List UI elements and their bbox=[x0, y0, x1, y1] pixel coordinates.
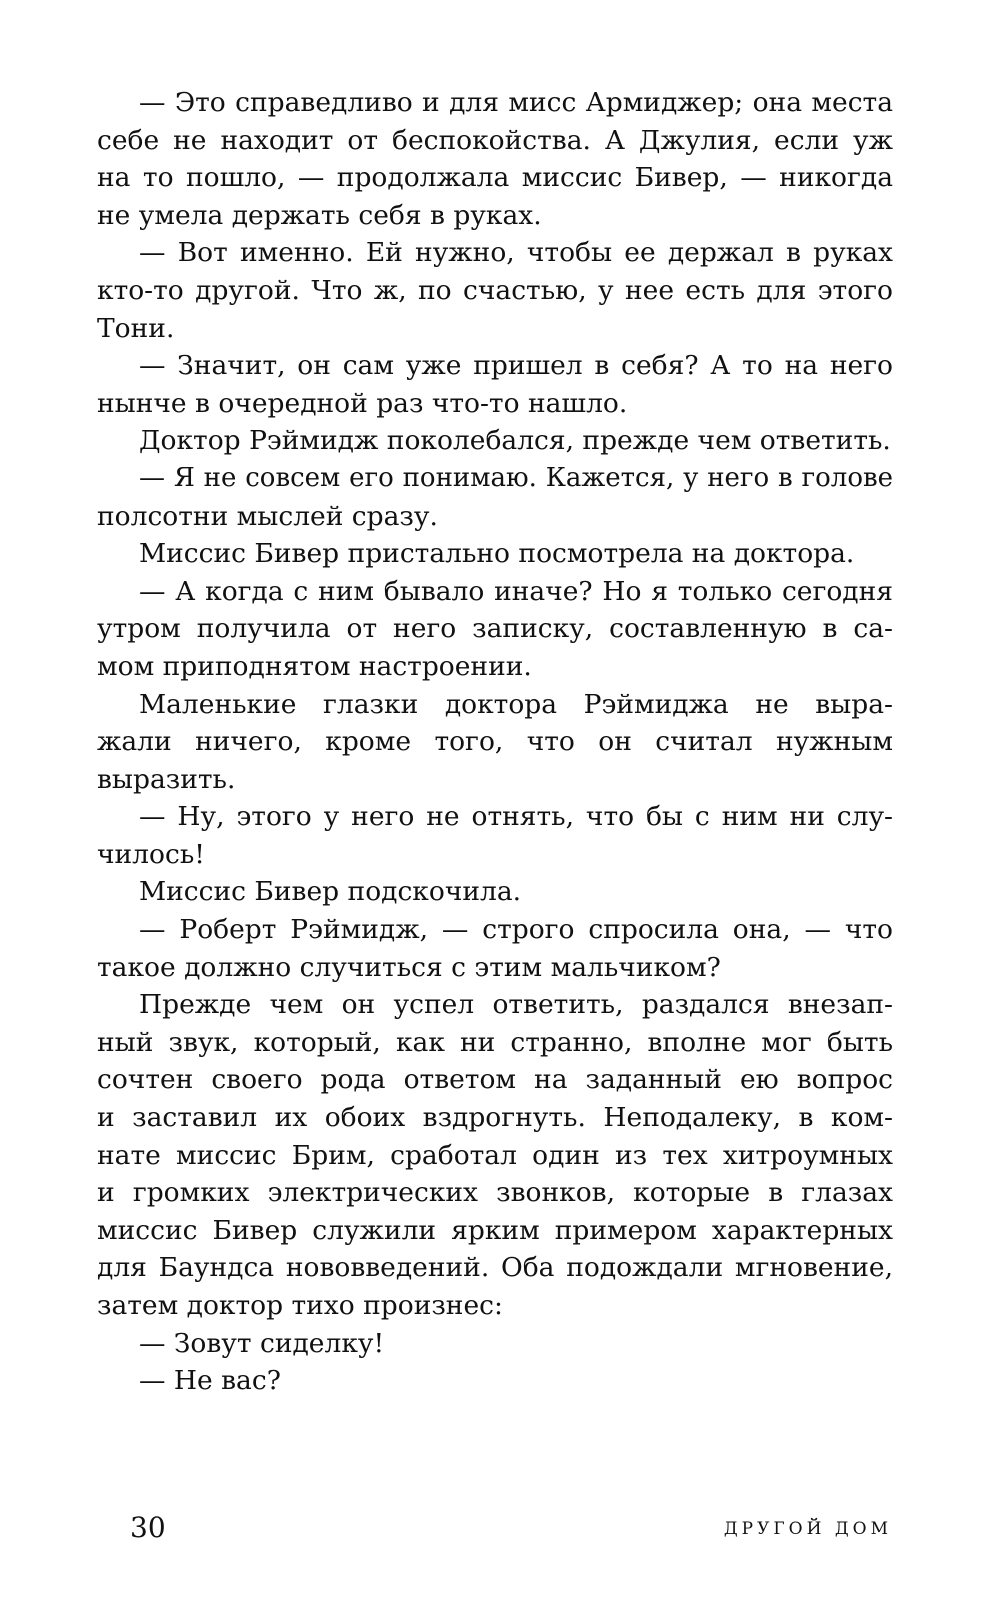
text-line: — А когда с ним бывало иначе? Но я только сегодня bbox=[139, 575, 893, 607]
text-line: Доктор Рэймидж поколебался, прежде чем ответить. bbox=[139, 425, 891, 457]
text-line: мом приподнятом настроении. bbox=[97, 650, 532, 682]
running-title: ДРУГОЙ ДОМ bbox=[723, 1519, 892, 1539]
text-line: жали ничего, кроме того, что он считал нужным bbox=[97, 726, 893, 758]
text-line: на то пошло, — продолжала миссис Бивер, — никогда bbox=[97, 162, 893, 194]
text-line: не умела держать себя в руках. bbox=[97, 199, 542, 231]
text-line: Миссис Бивер подскочила. bbox=[139, 876, 522, 908]
text-line: для Баундса нововведений. Оба подождали мгновение, bbox=[97, 1252, 893, 1284]
text-line: — Это справедливо и для мисс Армиджер; она места bbox=[139, 87, 893, 118]
text-line: — Я не совсем его понимаю. Кажется, у него в голове bbox=[139, 462, 893, 493]
text-line: себе не находит от беспокойства. А Джулия, если уж bbox=[97, 124, 893, 156]
text-line: выразить. bbox=[97, 763, 236, 795]
text-line: — Вот именно. Ей нужно, чтобы ее держал в руках bbox=[139, 237, 893, 269]
text-line: Миссис Бивер пристально посмотрела на доктора. bbox=[139, 538, 855, 570]
body-text bbox=[97, 84, 893, 1400]
text-line: Маленькие глазки доктора Рэймиджа не выра- bbox=[139, 688, 893, 720]
page-number: 30 bbox=[130, 1511, 166, 1544]
text-line: — Роберт Рэймидж, — строго спросила она, — что bbox=[139, 914, 893, 946]
text-line: Прежде чем он успел ответить, раздался внезап- bbox=[139, 989, 893, 1021]
text-line: сочтен своего рода ответом на заданный ею вопрос bbox=[97, 1064, 893, 1096]
text-line: — Значит, он сам уже пришел в себя? А то на него bbox=[139, 350, 893, 382]
text-line: Тони. bbox=[97, 312, 175, 344]
text-line: и громких электрических звонков, которые в глазах bbox=[97, 1177, 893, 1209]
text-line: такое должно случиться с этим мальчиком? bbox=[97, 951, 721, 983]
text-line: нынче в очередной раз что-то нашло. bbox=[97, 387, 628, 419]
text-line: нате миссис Брим, сработал один из тех хитроумных bbox=[97, 1139, 893, 1171]
text-line: утром получила от него записку, составленную в са- bbox=[97, 613, 893, 645]
text-line: затем доктор тихо произнес: bbox=[97, 1290, 503, 1321]
text-line: и заставил их обоих вздрогнуть. Неподалеку, в ком- bbox=[97, 1102, 893, 1134]
text-line: — Ну, этого у него не отнять, что бы с ним ни слу- bbox=[139, 801, 893, 833]
text-line: — Зовут сиделку! bbox=[139, 1327, 385, 1359]
text-line: миссис Бивер служили ярким примером характерных bbox=[97, 1214, 893, 1246]
text-line: чилось! bbox=[97, 838, 205, 870]
text-line: полсотни мыслей сразу. bbox=[97, 500, 438, 532]
text-line: — Не вас? bbox=[139, 1365, 281, 1397]
text-line: ный звук, который, как ни странно, вполне мог быть bbox=[97, 1026, 893, 1058]
text-line: кто-то другой. Что ж, по счастью, у нее есть для этого bbox=[97, 274, 893, 306]
